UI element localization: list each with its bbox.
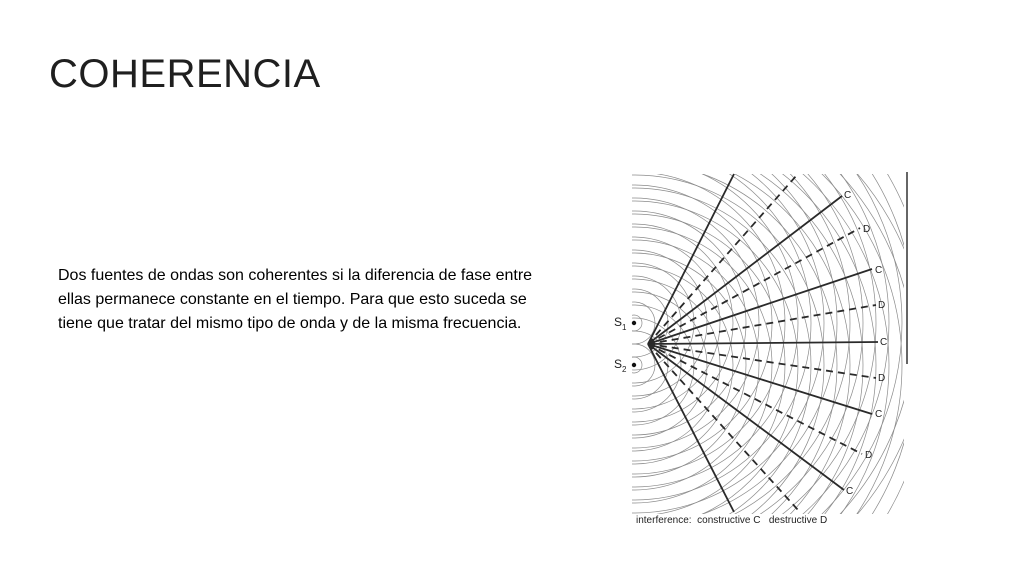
wavefront-arc <box>610 168 850 530</box>
wavefront-arc <box>610 168 850 530</box>
constructive-ray <box>648 344 872 414</box>
wavefront-arc <box>610 168 824 513</box>
ray-label-8: D <box>865 450 873 461</box>
ray-label-6: D <box>878 373 886 384</box>
ray-label-2: D <box>863 224 871 235</box>
constructive-ray <box>648 196 842 344</box>
ray-label-5: C <box>880 337 888 348</box>
destructive-ray <box>648 344 798 510</box>
wavefront-arc <box>610 279 720 451</box>
source-s1-subscript: 1 <box>622 323 627 332</box>
source-s2-subscript: 2 <box>622 365 627 374</box>
source-s1 <box>614 315 636 332</box>
interference-rays <box>648 174 878 512</box>
ray-label-9: C <box>846 486 854 497</box>
ray-label-1: C <box>844 190 852 201</box>
ray-label-7: C <box>875 409 883 420</box>
source-s1-dot <box>632 321 636 325</box>
slide-body-text: Dos fuentes de ondas son coherentes si la diferencia de fase entre ellas permanece constante en el tiempo. Para que esto suceda se tiene que tratar del mismo tipo de onda y de la misma frecuencia. <box>58 267 533 332</box>
wavefront-arc <box>610 224 733 422</box>
interference-diagram <box>610 168 910 530</box>
wavefront-arc <box>610 168 798 487</box>
constructive-ray <box>648 342 878 344</box>
wavefront-arc <box>610 237 720 409</box>
source-s2-dot <box>632 363 636 367</box>
source-s1-label: S <box>614 315 623 329</box>
source-s2 <box>614 357 636 374</box>
diagram-caption: interference: constructive C destructive D <box>636 515 828 526</box>
destructive-ray <box>648 228 860 344</box>
ray-label-4: D <box>878 300 886 311</box>
source-s2-label: S <box>614 357 623 371</box>
slide-title: COHERENCIA <box>49 52 321 96</box>
ray-label-3: C <box>875 265 883 276</box>
wavefront-arc <box>610 168 837 526</box>
